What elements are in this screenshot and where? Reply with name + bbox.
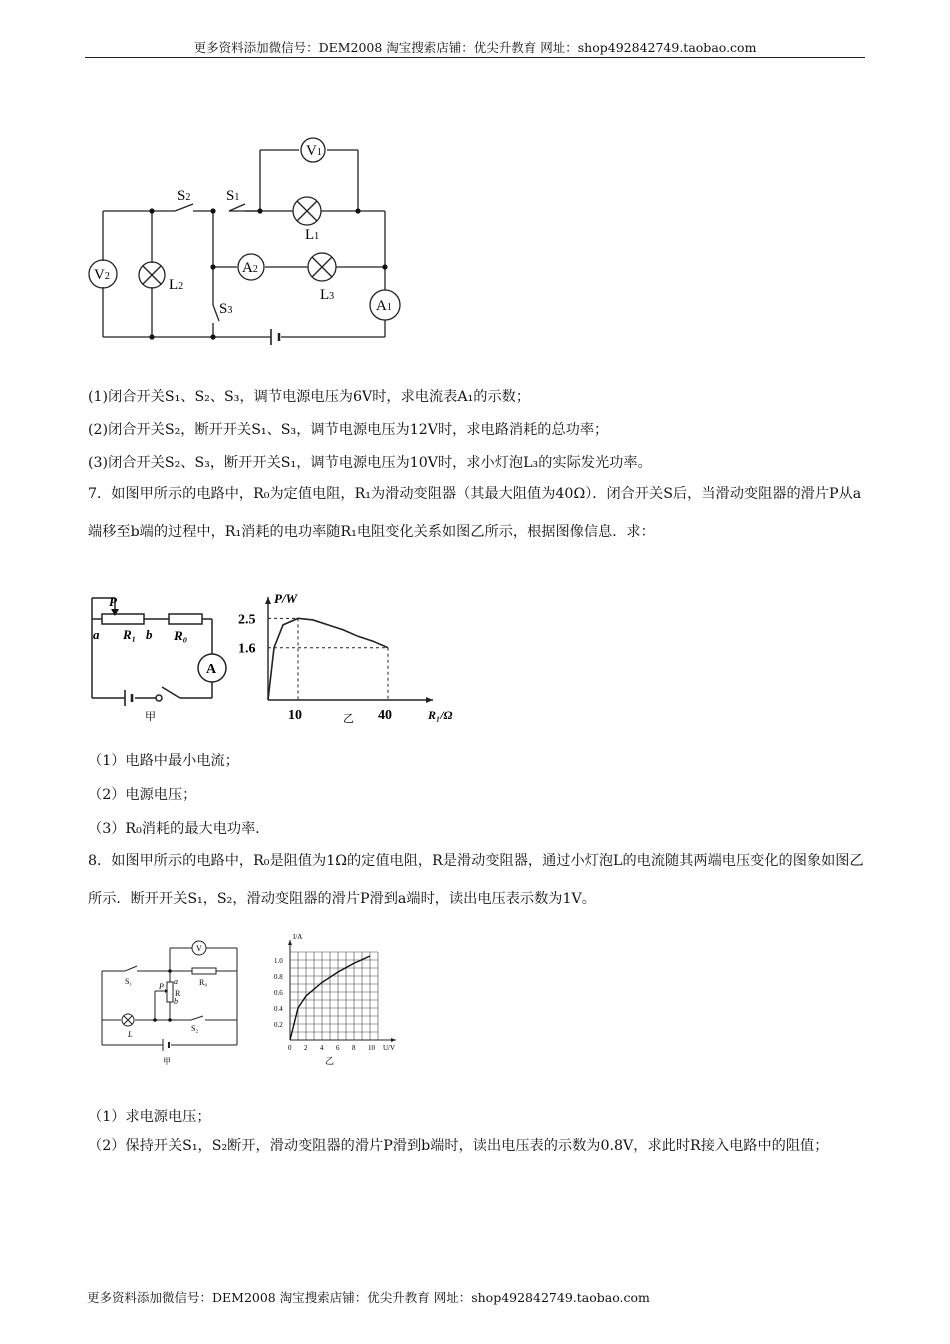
problem8-question1: （1）求电源电压； [88, 1109, 211, 1125]
x-tick-label: 0 [288, 1044, 292, 1052]
x-axis-arrow [426, 697, 433, 703]
lamp-l1-label: L1 [305, 227, 320, 243]
circuit-diagram-problem8 [95, 938, 245, 1068]
r0-label: R₀ [174, 628, 188, 643]
current-voltage-chart [265, 928, 410, 1068]
y-tick-label: 1.0 [274, 957, 283, 965]
voltmeter-label: V [196, 944, 202, 953]
switch-s1-label: S₁ [125, 977, 133, 986]
y-tick-label: 0.4 [274, 1005, 283, 1013]
r0-label: R₀ [199, 978, 208, 987]
figure-yi-caption: 乙 [343, 713, 354, 725]
y-axis-label: I/A [293, 933, 303, 941]
r1-label: R₁ [123, 627, 137, 642]
y-tick-label: 0.6 [274, 989, 283, 997]
lamp-l3-label: L3 [320, 287, 335, 303]
end-a-label: a [93, 627, 100, 642]
x-tick-label: 6 [336, 1044, 340, 1052]
problem7-question1: （1）电路中最小电流； [88, 753, 239, 769]
x-axis-label: R₁/Ω [428, 708, 453, 722]
problem7-question2: （2）电源电压； [88, 787, 197, 803]
y-tick-label: 0.2 [274, 1021, 283, 1029]
y-axis-arrow [288, 940, 292, 945]
figure-yi-caption: 乙 [325, 1056, 335, 1066]
x-tick-label: 40 [378, 708, 392, 723]
y-tick-label: 1.6 [238, 641, 256, 657]
x-tick-label: 8 [352, 1044, 356, 1052]
x-tick-label: 2 [304, 1044, 308, 1052]
problem6-question2: (2)闭合开关S₂，断开开关S₁、S₃，调节电源电压为12V时，求电路消耗的总功率； [88, 422, 609, 438]
y-axis-label: P/W [274, 591, 298, 606]
end-b-label: b [146, 627, 153, 642]
x-tick-label: 4 [320, 1044, 324, 1052]
slider-p-label: P [109, 594, 117, 609]
end-a-label: a [174, 977, 178, 986]
header-rule [85, 57, 865, 58]
switch-s2-label: S₂ [191, 1024, 199, 1033]
problem7-question3: （3）R₀消耗的最大电功率． [88, 821, 270, 837]
x-axis-label: U/V [383, 1044, 396, 1052]
figure-jia-caption: 甲 [163, 1057, 171, 1066]
lamp-l-label: L [128, 1030, 133, 1039]
slider-p-label: P [159, 982, 164, 991]
x-tick-label: 10 [288, 708, 302, 723]
meter-v2-label: V2 [94, 267, 110, 283]
problem6-question1: (1)闭合开关S₁、S₂、S₃，调节电源电压为6V时，求电流表A₁的示数； [88, 389, 531, 405]
end-guide-line [268, 648, 388, 700]
circuit-diagram-problem6 [85, 125, 405, 350]
problem8-question2: （2）保持开关S₁，S₂断开，滑动变阻器的滑片P滑到b端时，读出电压表的示数为0.8V，求此时R接入电路中的阻值； [88, 1138, 829, 1154]
power-resistance-chart [235, 588, 453, 728]
figure-jia-caption: 甲 [145, 711, 156, 723]
meter-v1-label: V1 [306, 143, 322, 159]
end-b-label: b [174, 997, 178, 1006]
problem7-stem: 7．如图甲所示的电路中，R₀为定值电阻，R₁为滑动变阻器（其最大阻值为40Ω）．闭合开关S后，当滑动变阻器的滑片P从a端移至b端的过程中，R₁消耗的电功率随R₁电阻变化关系如图乙所示，根据图像信息．求： [88, 486, 862, 540]
circuit-diagram-problem7 [85, 590, 245, 723]
lamp-l2-label: L2 [169, 277, 184, 293]
x-tick-label: 10 [368, 1044, 375, 1052]
y-axis-arrow [265, 597, 271, 604]
y-tick-label: 0.8 [274, 973, 283, 981]
page-footer: 更多资料添加微信号：DEM2008 淘宝搜索店铺：优尖升教育 网址：shop492842749.taobao.com [87, 1290, 650, 1305]
meter-a1-label: A1 [376, 298, 392, 314]
problem6-question3: (3)闭合开关S₂、S₃，断开开关S₁，调节电源电压为10V时，求小灯泡L₃的实际发光功率。 [88, 455, 652, 471]
x-axis-arrow [391, 1038, 396, 1042]
series-line [268, 618, 388, 700]
switch-s1-label: S1 [226, 188, 240, 204]
switch-s2-label: S2 [177, 188, 191, 204]
y-tick-label: 2.5 [238, 612, 256, 628]
problem8-stem: 8．如图甲所示的电路中，R₀是阻值为1Ω的定值电阻，R是滑动变阻器，通过小灯泡L的电流随其两端电压变化的图象如图乙所示．断开开关S₁，S₂，滑动变阻器的滑片P滑到a端时，读出电压表示数为1V。 [88, 853, 864, 907]
ammeter-label: A [206, 662, 217, 677]
page-header: 更多资料添加微信号：DEM2008 淘宝搜索店铺：优尖升教育 网址：shop492842749.taobao.com [193, 40, 757, 55]
switch-s3-label: S3 [219, 301, 233, 317]
meter-a2-label: A2 [242, 260, 258, 276]
rheostat-r-label: R [175, 989, 181, 998]
